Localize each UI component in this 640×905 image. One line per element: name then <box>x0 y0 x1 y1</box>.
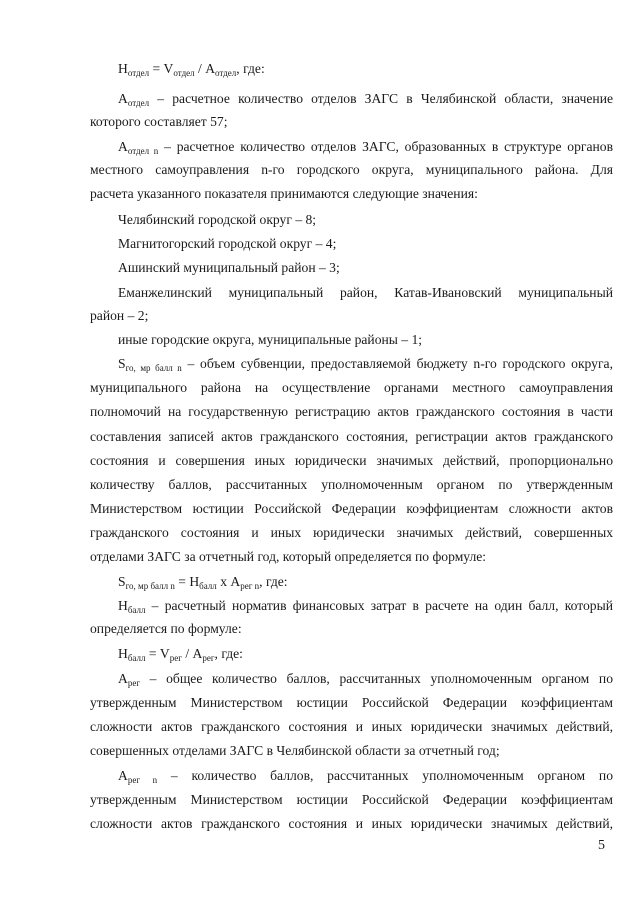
formula-subscript: отдел <box>127 68 150 78</box>
paragraph-s-line-1 <box>118 355 613 373</box>
text: – расчетный норматив финансовых затрат в расчете на один балл, который <box>145 598 613 613</box>
formula-n-otdel <box>118 60 265 78</box>
formula-text: = Н <box>174 574 200 589</box>
text: – общее количество баллов, рассчитанных уполномоченным органом по <box>140 671 613 686</box>
paragraph-s-line-3 <box>90 403 613 421</box>
list-item: Челябинский городской округ – 8; <box>118 212 317 227</box>
text: местного самоуправления n-го городского округа, муниципального района. Для <box>90 162 613 177</box>
text: составления записей актов гражданского состояния, регистрации актов гражданского <box>90 429 613 444</box>
text: – количество баллов, рассчитанных уполномоченным органом по <box>157 768 613 783</box>
symbol: А <box>118 671 128 686</box>
paragraph-a-reg-line-4: совершенных отделами ЗАГС в Челябинской области за отчетный год; <box>90 743 500 758</box>
paragraph-a-otdel-line-2: которого составляет 57; <box>90 114 228 129</box>
paragraph-s-line-2 <box>90 379 613 397</box>
subscript: го, мр балл n <box>125 363 182 373</box>
symbol: А <box>118 91 128 106</box>
text: утвержденным Министерством юстиции Российской Федерации коэффициентам <box>90 792 613 807</box>
formula-subscript: балл <box>199 581 217 591</box>
page-number: 5 <box>598 838 605 853</box>
subscript: балл <box>127 605 146 615</box>
formula-text: x А <box>216 574 241 589</box>
formula-text: , где: <box>236 61 265 76</box>
paragraph-s-line-7 <box>90 500 613 518</box>
formula-s-gomr <box>118 573 288 591</box>
paragraph-a-otdel-line-1 <box>118 90 613 108</box>
subscript: рег n <box>127 775 158 785</box>
formula-subscript: рег <box>202 653 215 663</box>
paragraph-s-line-6 <box>90 476 613 494</box>
subscript: отдел <box>127 98 150 108</box>
formula-subscript: отдел <box>173 68 195 78</box>
text: муниципального района на осуществление органами местного самоуправления <box>90 380 613 395</box>
list-item-continuation: район – 2; <box>90 308 149 323</box>
paragraph-a-reg-line-3 <box>90 718 613 736</box>
paragraph-s-line-8 <box>90 524 613 542</box>
text: – объем субвенции, предоставляемой бюджету n-го городского округа, <box>181 356 613 371</box>
paragraph-s-line-4 <box>90 428 613 446</box>
subscript: рег <box>127 678 141 688</box>
text: полномочий на государственную регистрацию актов гражданского состояния в части <box>90 404 613 419</box>
symbol: А <box>118 139 128 154</box>
paragraph-a-otdel-n-line-3: расчета указанного показателя принимаются следующие значения: <box>90 186 478 201</box>
text: Еманжелинский муниципальный район, Катав-Ивановский муниципальный <box>118 285 613 300</box>
paragraph-a-reg-n-line-2 <box>90 791 613 809</box>
text: сложности актов гражданского состояния и иных юридически значимых действий, <box>90 816 613 831</box>
formula-symbol: Н <box>118 646 128 661</box>
paragraph-a-reg-line-1 <box>118 670 613 688</box>
paragraph-s-line-9: отделами ЗАГС за отчетный год, который определяется по формуле: <box>90 549 487 564</box>
paragraph-n-ball-line-2: определяется по формуле: <box>90 621 242 636</box>
paragraph-a-reg-n-line-3 <box>90 815 613 833</box>
text: утвержденным Министерством юстиции Российской Федерации коэффициентам <box>90 695 613 710</box>
text: гражданского состояния и иных юридически значимых действий, совершенных <box>90 525 613 540</box>
paragraph-s-line-5 <box>90 452 613 470</box>
symbol: А <box>118 768 128 783</box>
formula-text: / А <box>194 61 216 76</box>
list-item: Магнитогорский городской округ – 4; <box>118 236 337 251</box>
paragraph-a-reg-line-2 <box>90 694 613 712</box>
list-item <box>118 284 613 302</box>
symbol: Н <box>118 598 128 613</box>
formula-symbol: S <box>118 574 126 589</box>
formula-subscript: балл <box>127 653 146 663</box>
formula-text: = V <box>149 61 174 76</box>
paragraph-a-otdel-n-line-1 <box>118 138 613 156</box>
text: – расчетное количество отделов ЗАГС в Челябинской области, значение <box>149 91 613 106</box>
formula-subscript: рег n <box>240 581 260 591</box>
subscript: отдел n <box>127 146 159 156</box>
list-item: иные городские округа, муниципальные районы – 1; <box>118 332 423 347</box>
text: сложности актов гражданского состояния и иных юридически значимых действий, <box>90 719 613 734</box>
symbol: S <box>118 356 126 371</box>
formula-text: , где: <box>259 574 288 589</box>
formula-n-ball <box>118 645 243 663</box>
formula-text: = V <box>145 646 170 661</box>
formula-subscript: рег <box>169 653 182 663</box>
formula-subscript: го, мр балл n <box>125 581 175 591</box>
text: количеству баллов, рассчитанных уполномоченным органом по утвержденным <box>90 477 613 492</box>
paragraph-n-ball-line-1 <box>118 597 613 615</box>
formula-text: / А <box>181 646 203 661</box>
text: – расчетное количество отделов ЗАГС, образованных в структуре органов <box>158 139 613 154</box>
text: состояния и совершения иных юридически значимых действий, пропорционально <box>90 453 613 468</box>
paragraph-a-reg-n-line-1 <box>118 767 613 785</box>
paragraph-a-otdel-n-line-2 <box>90 161 613 179</box>
list-item: Ашинский муниципальный район – 3; <box>118 260 340 275</box>
formula-symbol: Н <box>118 61 128 76</box>
formula-text: , где: <box>214 646 243 661</box>
text: Министерством юстиции Российской Федерации коэффициентам сложности актов <box>90 501 613 516</box>
formula-subscript: отдел <box>215 68 237 78</box>
